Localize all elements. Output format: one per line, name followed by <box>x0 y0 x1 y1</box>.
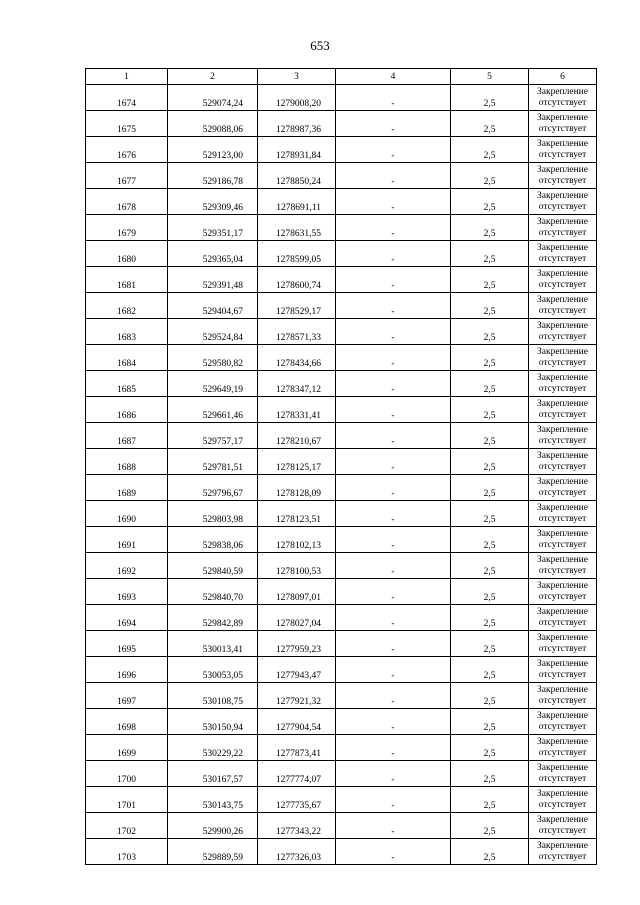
x-coordinate-cell: 529803,98 <box>168 501 258 527</box>
fixing-note-cell <box>529 501 597 527</box>
y-coordinate-cell: 1278128,09 <box>258 475 336 501</box>
column-5-cell: 2,5 <box>451 241 529 267</box>
column-5-cell: 2,5 <box>451 527 529 553</box>
y-coordinate-cell: 1278210,67 <box>258 423 336 449</box>
table-row <box>86 345 597 371</box>
x-coordinate-cell: 529889,59 <box>168 839 258 865</box>
fixing-note-cell <box>529 397 597 423</box>
table-row <box>86 397 597 423</box>
point-number-cell: 1703 <box>86 839 168 865</box>
column-4-cell: - <box>336 475 451 501</box>
x-coordinate-cell: 529757,17 <box>168 423 258 449</box>
note-line-1: Закрепление <box>537 372 588 383</box>
y-coordinate-cell: 1278571,33 <box>258 319 336 345</box>
column-5-cell: 2,5 <box>451 397 529 423</box>
note-line-2: отсутствует <box>538 695 587 706</box>
header-col-2: 2 <box>168 69 258 85</box>
x-coordinate-cell: 530150,94 <box>168 709 258 735</box>
point-number-cell: 1686 <box>86 397 168 423</box>
note-line-2: отсутствует <box>538 773 587 784</box>
x-coordinate-cell: 529309,46 <box>168 189 258 215</box>
x-coordinate-cell: 530143,75 <box>168 787 258 813</box>
x-coordinate-cell: 529661,46 <box>168 397 258 423</box>
note-line-2: отсутствует <box>538 669 587 680</box>
note-line-2: отсутствует <box>538 201 587 212</box>
fixing-note-cell <box>529 735 597 761</box>
x-coordinate-cell: 529186,78 <box>168 163 258 189</box>
column-5-cell: 2,5 <box>451 345 529 371</box>
note-line-1: Закрепление <box>537 814 588 825</box>
x-coordinate-cell: 530053,05 <box>168 657 258 683</box>
x-coordinate-cell: 530108,75 <box>168 683 258 709</box>
fixing-note-cell <box>529 787 597 813</box>
note-line-1: Закрепление <box>537 242 588 253</box>
point-number-cell: 1700 <box>86 761 168 787</box>
point-number-cell: 1680 <box>86 241 168 267</box>
point-number-cell: 1702 <box>86 813 168 839</box>
column-4-cell: - <box>336 345 451 371</box>
table-row <box>86 631 597 657</box>
note-line-1: Закрепление <box>537 164 588 175</box>
y-coordinate-cell: 1277873,41 <box>258 735 336 761</box>
fixing-note-cell <box>529 579 597 605</box>
fixing-note-cell <box>529 241 597 267</box>
column-4-cell: - <box>336 501 451 527</box>
column-5-cell: 2,5 <box>451 631 529 657</box>
fixing-note-cell <box>529 475 597 501</box>
y-coordinate-cell: 1278600,74 <box>258 267 336 293</box>
note-line-2: отсутствует <box>538 825 587 836</box>
y-coordinate-cell: 1278631,55 <box>258 215 336 241</box>
note-line-2: отсутствует <box>538 409 587 420</box>
column-4-cell: - <box>336 683 451 709</box>
note-line-1: Закрепление <box>537 580 588 591</box>
fixing-note-cell <box>529 267 597 293</box>
fixing-note-cell <box>529 683 597 709</box>
column-5-cell: 2,5 <box>451 553 529 579</box>
note-line-2: отсутствует <box>538 435 587 446</box>
point-number-cell: 1701 <box>86 787 168 813</box>
note-line-1: Закрепление <box>537 398 588 409</box>
note-line-2: отсутствует <box>538 617 587 628</box>
point-number-cell: 1679 <box>86 215 168 241</box>
fixing-note-cell <box>529 189 597 215</box>
x-coordinate-cell: 529351,17 <box>168 215 258 241</box>
column-5-cell: 2,5 <box>451 267 529 293</box>
column-4-cell: - <box>336 267 451 293</box>
y-coordinate-cell: 1277343,22 <box>258 813 336 839</box>
note-line-2: отсутствует <box>538 97 587 108</box>
column-5-cell: 2,5 <box>451 371 529 397</box>
note-line-2: отсутствует <box>538 383 587 394</box>
column-4-cell: - <box>336 709 451 735</box>
note-line-2: отсутствует <box>538 149 587 160</box>
point-number-cell: 1692 <box>86 553 168 579</box>
y-coordinate-cell: 1277774,07 <box>258 761 336 787</box>
column-4-cell: - <box>336 631 451 657</box>
column-4-cell: - <box>336 163 451 189</box>
header-col-4: 4 <box>336 69 451 85</box>
note-line-1: Закрепление <box>537 762 588 773</box>
y-coordinate-cell: 1277904,54 <box>258 709 336 735</box>
table-row <box>86 189 597 215</box>
column-5-cell: 2,5 <box>451 683 529 709</box>
y-coordinate-cell: 1278331,41 <box>258 397 336 423</box>
table-row <box>86 163 597 189</box>
table-row <box>86 111 597 137</box>
note-line-2: отсутствует <box>538 253 587 264</box>
column-4-cell: - <box>336 241 451 267</box>
point-number-cell: 1676 <box>86 137 168 163</box>
note-line-2: отсутствует <box>538 175 587 186</box>
column-4-cell: - <box>336 657 451 683</box>
table-row <box>86 579 597 605</box>
note-line-1: Закрепление <box>537 554 588 565</box>
column-5-cell: 2,5 <box>451 579 529 605</box>
point-number-cell: 1683 <box>86 319 168 345</box>
point-number-cell: 1675 <box>86 111 168 137</box>
y-coordinate-cell: 1278347,12 <box>258 371 336 397</box>
column-4-cell: - <box>336 293 451 319</box>
fixing-note-cell <box>529 319 597 345</box>
note-line-2: отсутствует <box>538 227 587 238</box>
fixing-note-cell <box>529 371 597 397</box>
table-row <box>86 137 597 163</box>
note-line-1: Закрепление <box>537 320 588 331</box>
y-coordinate-cell: 1278123,51 <box>258 501 336 527</box>
point-number-cell: 1689 <box>86 475 168 501</box>
y-coordinate-cell: 1277326,03 <box>258 839 336 865</box>
note-line-2: отсутствует <box>538 591 587 602</box>
table-row <box>86 371 597 397</box>
fixing-note-cell <box>529 215 597 241</box>
column-5-cell: 2,5 <box>451 449 529 475</box>
point-number-cell: 1698 <box>86 709 168 735</box>
table-row <box>86 683 597 709</box>
note-line-2: отсутствует <box>538 643 587 654</box>
note-line-1: Закрепление <box>537 476 588 487</box>
note-line-1: Закрепление <box>537 112 588 123</box>
table-row <box>86 605 597 631</box>
column-5-cell: 2,5 <box>451 163 529 189</box>
column-4-cell: - <box>336 839 451 865</box>
note-line-2: отсутствует <box>538 461 587 472</box>
y-coordinate-cell: 1278100,53 <box>258 553 336 579</box>
column-4-cell: - <box>336 137 451 163</box>
point-number-cell: 1690 <box>86 501 168 527</box>
column-5-cell: 2,5 <box>451 709 529 735</box>
y-coordinate-cell: 1278102,13 <box>258 527 336 553</box>
fixing-note-cell <box>529 657 597 683</box>
x-coordinate-cell: 530167,57 <box>168 761 258 787</box>
x-coordinate-cell: 530229,22 <box>168 735 258 761</box>
table-row <box>86 813 597 839</box>
column-4-cell: - <box>336 579 451 605</box>
header-col-3: 3 <box>258 69 336 85</box>
table-row <box>86 215 597 241</box>
fixing-note-cell <box>529 761 597 787</box>
note-line-2: отсутствует <box>538 539 587 550</box>
note-line-1: Закрепление <box>537 216 588 227</box>
point-number-cell: 1684 <box>86 345 168 371</box>
fixing-note-cell <box>529 111 597 137</box>
note-line-2: отсутствует <box>538 123 587 134</box>
column-5-cell: 2,5 <box>451 839 529 865</box>
page-number: 653 <box>310 38 330 53</box>
column-5-cell: 2,5 <box>451 761 529 787</box>
table-row <box>86 449 597 475</box>
fixing-note-cell <box>529 137 597 163</box>
fixing-note-cell <box>529 345 597 371</box>
column-5-cell: 2,5 <box>451 605 529 631</box>
y-coordinate-cell: 1278434,66 <box>258 345 336 371</box>
x-coordinate-cell: 530013,41 <box>168 631 258 657</box>
column-4-cell: - <box>336 813 451 839</box>
table-row <box>86 735 597 761</box>
column-4-cell: - <box>336 605 451 631</box>
x-coordinate-cell: 529391,48 <box>168 267 258 293</box>
x-coordinate-cell: 529842,89 <box>168 605 258 631</box>
point-number-cell: 1688 <box>86 449 168 475</box>
point-number-cell: 1685 <box>86 371 168 397</box>
note-line-2: отсутствует <box>538 747 587 758</box>
column-4-cell: - <box>336 735 451 761</box>
y-coordinate-cell: 1278125,17 <box>258 449 336 475</box>
y-coordinate-cell: 1278931,84 <box>258 137 336 163</box>
point-number-cell: 1681 <box>86 267 168 293</box>
table-row <box>86 761 597 787</box>
point-number-cell: 1678 <box>86 189 168 215</box>
column-4-cell: - <box>336 215 451 241</box>
column-5-cell: 2,5 <box>451 215 529 241</box>
x-coordinate-cell: 529123,00 <box>168 137 258 163</box>
note-line-2: отсутствует <box>538 513 587 524</box>
column-5-cell: 2,5 <box>451 475 529 501</box>
table-row <box>86 319 597 345</box>
point-number-cell: 1699 <box>86 735 168 761</box>
y-coordinate-cell: 1278987,36 <box>258 111 336 137</box>
column-5-cell: 2,5 <box>451 189 529 215</box>
x-coordinate-cell: 529840,70 <box>168 579 258 605</box>
note-line-1: Закрепление <box>537 346 588 357</box>
y-coordinate-cell: 1277959,23 <box>258 631 336 657</box>
table-row <box>86 839 597 865</box>
column-4-cell: - <box>336 189 451 215</box>
column-5-cell: 2,5 <box>451 787 529 813</box>
y-coordinate-cell: 1277921,32 <box>258 683 336 709</box>
note-line-1: Закрепление <box>537 424 588 435</box>
column-5-cell: 2,5 <box>451 657 529 683</box>
fixing-note-cell <box>529 163 597 189</box>
y-coordinate-cell: 1278097,01 <box>258 579 336 605</box>
column-4-cell: - <box>336 319 451 345</box>
x-coordinate-cell: 529580,82 <box>168 345 258 371</box>
note-line-2: отсутствует <box>538 721 587 732</box>
note-line-2: отсутствует <box>538 851 587 862</box>
note-line-1: Закрепление <box>537 268 588 279</box>
x-coordinate-cell: 529838,06 <box>168 527 258 553</box>
fixing-note-cell <box>529 839 597 865</box>
table-row <box>86 267 597 293</box>
note-line-1: Закрепление <box>537 450 588 461</box>
fixing-note-cell <box>529 813 597 839</box>
table-row <box>86 657 597 683</box>
column-5-cell: 2,5 <box>451 111 529 137</box>
coordinates-table <box>85 68 597 865</box>
x-coordinate-cell: 529404,67 <box>168 293 258 319</box>
table-row <box>86 475 597 501</box>
y-coordinate-cell: 1278599,05 <box>258 241 336 267</box>
note-line-1: Закрепление <box>537 684 588 695</box>
point-number-cell: 1677 <box>86 163 168 189</box>
column-4-cell: - <box>336 553 451 579</box>
note-line-2: отсутствует <box>538 331 587 342</box>
table-row <box>86 787 597 813</box>
point-number-cell: 1693 <box>86 579 168 605</box>
note-line-2: отсутствует <box>538 565 587 576</box>
note-line-2: отсутствует <box>538 279 587 290</box>
x-coordinate-cell: 529365,04 <box>168 241 258 267</box>
note-line-2: отсутствует <box>538 799 587 810</box>
table-row <box>86 85 597 111</box>
column-4-cell: - <box>336 527 451 553</box>
note-line-1: Закрепление <box>537 606 588 617</box>
y-coordinate-cell: 1279008,20 <box>258 85 336 111</box>
column-4-cell: - <box>336 371 451 397</box>
point-number-cell: 1674 <box>86 85 168 111</box>
note-line-1: Закрепление <box>537 788 588 799</box>
note-line-1: Закрепление <box>537 840 588 851</box>
fixing-note-cell <box>529 449 597 475</box>
header-col-6: 6 <box>529 69 597 85</box>
column-4-cell: - <box>336 761 451 787</box>
column-5-cell: 2,5 <box>451 293 529 319</box>
column-5-cell: 2,5 <box>451 319 529 345</box>
x-coordinate-cell: 529088,06 <box>168 111 258 137</box>
x-coordinate-cell: 529649,19 <box>168 371 258 397</box>
point-number-cell: 1696 <box>86 657 168 683</box>
note-line-2: отсутствует <box>538 305 587 316</box>
x-coordinate-cell: 529796,67 <box>168 475 258 501</box>
table-row <box>86 293 597 319</box>
note-line-1: Закрепление <box>537 528 588 539</box>
point-number-cell: 1697 <box>86 683 168 709</box>
y-coordinate-cell: 1278691,11 <box>258 189 336 215</box>
note-line-1: Закрепление <box>537 502 588 513</box>
fixing-note-cell <box>529 709 597 735</box>
y-coordinate-cell: 1277943,47 <box>258 657 336 683</box>
note-line-2: отсутствует <box>538 487 587 498</box>
column-4-cell: - <box>336 787 451 813</box>
note-line-1: Закрепление <box>537 138 588 149</box>
point-number-cell: 1682 <box>86 293 168 319</box>
table-row <box>86 553 597 579</box>
fixing-note-cell <box>529 85 597 111</box>
point-number-cell: 1695 <box>86 631 168 657</box>
column-5-cell: 2,5 <box>451 501 529 527</box>
note-line-1: Закрепление <box>537 710 588 721</box>
note-line-1: Закрепление <box>537 658 588 669</box>
fixing-note-cell <box>529 527 597 553</box>
y-coordinate-cell: 1278850,24 <box>258 163 336 189</box>
table-row <box>86 501 597 527</box>
x-coordinate-cell: 529900,26 <box>168 813 258 839</box>
column-5-cell: 2,5 <box>451 137 529 163</box>
x-coordinate-cell: 529840,59 <box>168 553 258 579</box>
table-row <box>86 527 597 553</box>
column-5-cell: 2,5 <box>451 423 529 449</box>
header-col-1: 1 <box>86 69 168 85</box>
note-line-1: Закрепление <box>537 632 588 643</box>
column-4-cell: - <box>336 423 451 449</box>
fixing-note-cell <box>529 631 597 657</box>
table-row <box>86 423 597 449</box>
x-coordinate-cell: 529524,84 <box>168 319 258 345</box>
note-line-1: Закрепление <box>537 294 588 305</box>
table-header-row <box>86 69 597 85</box>
header-col-5: 5 <box>451 69 529 85</box>
x-coordinate-cell: 529781,51 <box>168 449 258 475</box>
fixing-note-cell <box>529 423 597 449</box>
y-coordinate-cell: 1278529,17 <box>258 293 336 319</box>
column-4-cell: - <box>336 111 451 137</box>
note-line-1: Закрепление <box>537 190 588 201</box>
note-line-1: Закрепление <box>537 736 588 747</box>
y-coordinate-cell: 1277735,67 <box>258 787 336 813</box>
note-line-1: Закрепление <box>537 86 588 97</box>
column-5-cell: 2,5 <box>451 85 529 111</box>
note-line-2: отсутствует <box>538 357 587 368</box>
table-row <box>86 709 597 735</box>
point-number-cell: 1687 <box>86 423 168 449</box>
table-row <box>86 241 597 267</box>
fixing-note-cell <box>529 605 597 631</box>
x-coordinate-cell: 529074,24 <box>168 85 258 111</box>
fixing-note-cell <box>529 553 597 579</box>
column-5-cell: 2,5 <box>451 813 529 839</box>
column-4-cell: - <box>336 85 451 111</box>
point-number-cell: 1691 <box>86 527 168 553</box>
point-number-cell: 1694 <box>86 605 168 631</box>
fixing-note-cell <box>529 293 597 319</box>
column-4-cell: - <box>336 397 451 423</box>
column-4-cell: - <box>336 449 451 475</box>
y-coordinate-cell: 1278027,04 <box>258 605 336 631</box>
column-5-cell: 2,5 <box>451 735 529 761</box>
